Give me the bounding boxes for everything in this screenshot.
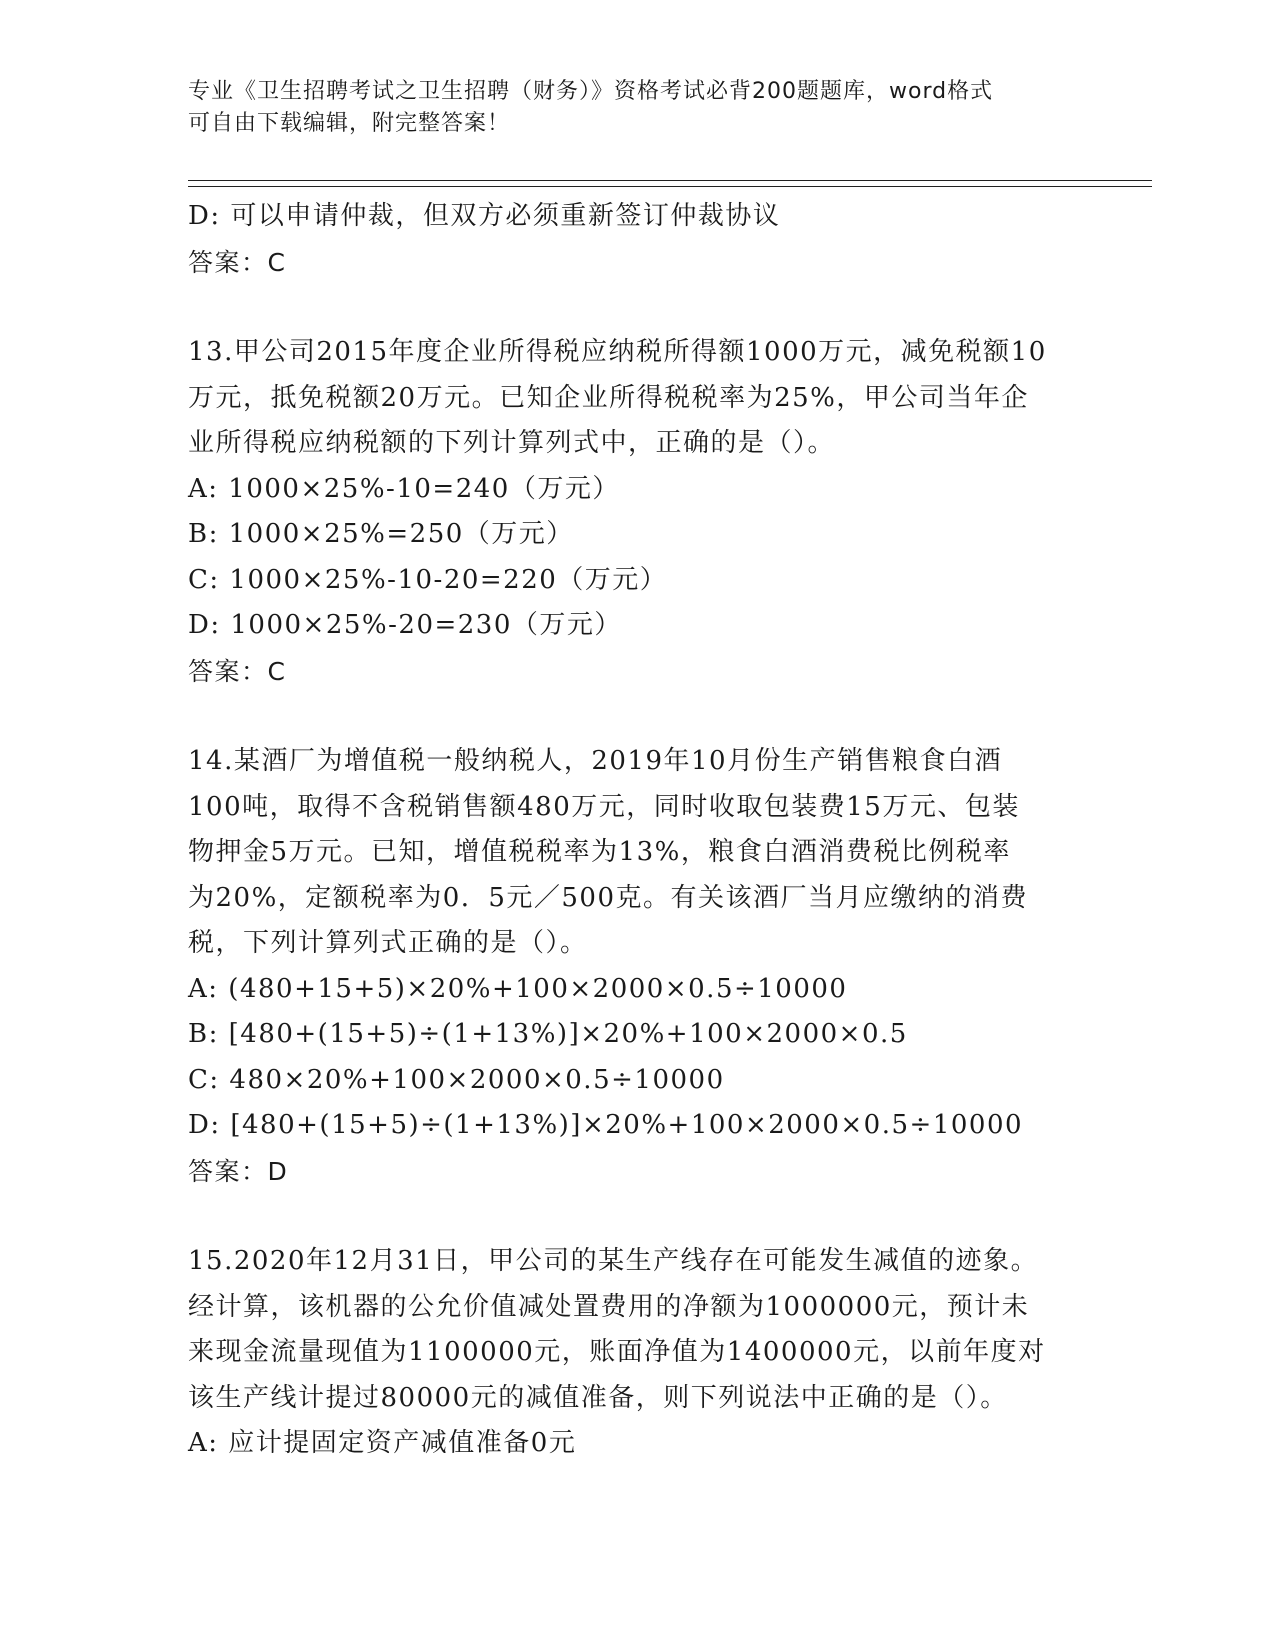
header-divider-top <box>188 180 1152 181</box>
header-divider-bottom <box>188 186 1152 187</box>
question-15-stem-line-3: 来现金流量现值为1100000元，账面净值为1400000元，以前年度对 <box>188 1337 1046 1367</box>
header-title-line-1: 专业《卫生招聘考试之卫生招聘（财务）》资格考试必背200题题库，word格式 <box>188 79 994 104</box>
question-13-option-a: A: 1000×25%-10=240（万元） <box>188 473 620 504</box>
question-14-option-b: B: [480+(15+5)÷(1+13%)]×20%+100×2000×0.5 <box>188 1019 908 1049</box>
question-13-stem-line-2: 万元，抵免税额20万元。已知企业所得税税率为25%，甲公司当年企 <box>188 382 1029 413</box>
question-14-option-a: A: (480+15+5)×20%+100×2000×0.5÷10000 <box>188 973 848 1004</box>
document-body <box>188 194 1088 1467</box>
question-15-stem-line-4: 该生产线计提过80000元的减值准备，则下列说法中正确的是（）。 <box>188 1382 1008 1413</box>
question-15-stem-line-1: 15.2020年12月31日，甲公司的某生产线存在可能发生减值的迹象。 <box>188 1246 1039 1276</box>
header-title-line-2: 可自由下载编辑，附完整答案！ <box>188 111 511 136</box>
question-13-option-d: D: 1000×25%-20=230（万元） <box>188 610 622 640</box>
question-13-option-b: B: 1000×25%=250（万元） <box>188 519 574 549</box>
spacer <box>188 694 1088 739</box>
question-14-option-d: D: [480+(15+5)÷(1+13%)]×20%+100×2000×0.5÷10000 <box>188 1110 1024 1140</box>
spacer <box>188 285 1088 330</box>
question-13 <box>188 330 1088 694</box>
question-14-stem-line-1: 14.某酒厂为增值税一般纳税人，2019年10月份生产销售粮食白酒 <box>188 746 1003 776</box>
document-header <box>188 76 1068 140</box>
question-13-stem-line-1: 13.甲公司2015年度企业所得税应纳税所得额1000万元，减免税额10 <box>188 337 1047 367</box>
question-12-option-d: D: 可以申请仲裁，但双方必须重新签订仲裁协议 <box>188 201 781 231</box>
question-13-option-c: C: 1000×25%-10-20=220（万元） <box>188 564 668 595</box>
question-14 <box>188 739 1088 1194</box>
question-15-stem-line-2: 经计算，该机器的公允价值减处置费用的净额为1000000元，预计未 <box>188 1291 1030 1322</box>
spacer <box>188 1194 1088 1239</box>
question-14-option-c: C: 480×20%+100×2000×0.5÷10000 <box>188 1064 725 1095</box>
question-14-stem-line-5: 税，下列计算列式正确的是（）。 <box>188 928 588 958</box>
question-14-stem-line-2: 100吨，取得不含税销售额480万元，同时收取包装费15万元、包装 <box>188 791 1020 822</box>
question-12-answer: 答案：C <box>188 247 287 277</box>
question-15 <box>188 1239 1088 1467</box>
question-14-stem-line-4: 为20%，定额税率为0．5元／500克。有关该酒厂当月应缴纳的消费 <box>188 882 1028 913</box>
question-14-answer: 答案：D <box>188 1156 289 1186</box>
question-15-option-a: A: 应计提固定资产减值准备0元 <box>188 1428 577 1458</box>
question-13-answer: 答案：C <box>188 656 287 686</box>
question-12 <box>188 194 1088 285</box>
question-13-stem-line-3: 业所得税应纳税额的下列计算列式中，正确的是（）。 <box>188 428 836 458</box>
question-14-stem-line-3: 物押金5万元。已知，增值税税率为13%，粮食白酒消费税比例税率 <box>188 837 1011 867</box>
